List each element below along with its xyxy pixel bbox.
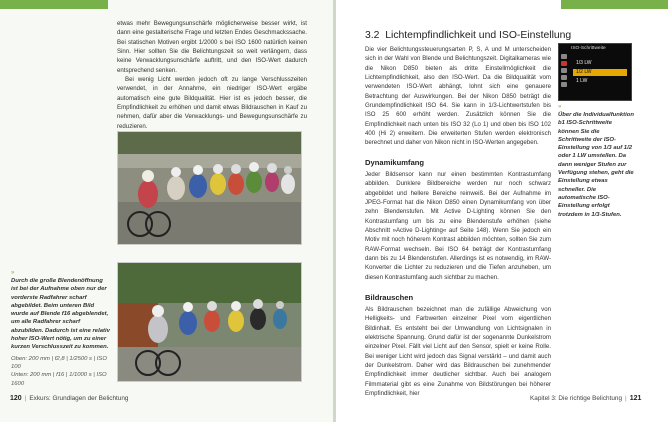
chapter-tab-right	[561, 0, 668, 9]
cyclists-racing-photo-icon	[118, 263, 301, 381]
paragraph: Als Bildrauschen bezeichnet man die zufällige Abweichung von Helligkeits- und Farbwerten einzelner Pixel vom eigentlichen Bildinhalt. Es entsteht bei der Umwandlung von Lichtsignalen in elektrische Spannung. Grund dafür ist der sogenannte Dunkelstrom einzelner Pixel. Fällt viel Licht auf den Sensor, spielt er keine Rolle. Bei weniger Licht wird jedoch das Signal verstärkt – und damit auch der Dunkelstrom. Daher wird das Bildrauschen bei zunehmender Empfindlichkeit immer deutlicher sichtbar. Auch bei analogem Filmmaterial gibt es eine Zunahme von Bildstörungen bei höherer Empfindlichkeit, hier	[365, 306, 551, 398]
chapter-tab-left	[0, 0, 108, 9]
caption-meta-top: Oben: 200 mm | f2,8 | 1/2500 s | ISO 100	[11, 355, 107, 370]
left-body-text	[117, 19, 307, 131]
section-number: 3.2	[365, 30, 380, 41]
dynamikumfang-text	[365, 170, 551, 282]
camera-menu-icons	[561, 54, 568, 89]
section-title	[365, 30, 571, 41]
page-number: 121	[629, 395, 642, 402]
subsection-heading-bildrauschen: Bildrauschen	[365, 293, 414, 302]
paragraph: etwas mehr Bewegungsunschärfe möglicherweise besser wirkt, ist dann eine gestalterische Frage und letzten Endes Geschmackssache. Bei statischen Motiven ergibt 1/2000 s bei ISO 1600 natürlich keinen Sinn. Hier sollten Sie die Belichtungszeit so weit verlängern, dass keine Verwacklungsunschärfe auftritt, und den ISO-Wert dadurch entsprechend senken.	[117, 20, 307, 74]
footer-separator: |	[24, 395, 27, 402]
camera-menu-title: ISO-Schrittweite	[571, 46, 606, 51]
paragraph: Bei wenig Licht werden jedoch oft zu lange Verschlusszeiten verwendet, in der Annahme, ein niedriger ISO-Wert ergäbe automatisch eine gute Bildqualität. Hier ist es jedoch besser, die Empfindlichkeit zu erhöhen und damit etwas Bildrauschen in Kauf zu nehmen, dafür aber die Verwacklungs- und Bewegungsunschärfe zu reduzieren.	[117, 76, 307, 130]
caption-arrow: »	[558, 104, 562, 110]
photo-caption	[11, 270, 111, 388]
footer-section: Exkurs: Grundlagen der Belichtung	[29, 395, 129, 402]
cyclists-photo-top	[117, 131, 302, 245]
cyclists-photo-bottom	[117, 262, 302, 382]
page-number: 120	[10, 395, 22, 402]
paragraph: Die vier Belichtungssteuerungsarten P, S, A und M unterscheiden sich in der Wahl von Blende und Belichtungszeit. Digitalkameras wie die Nikon D850 bieten als dritte Einstellmöglichkeit die Lichtempfindlichkeit, also den ISO-Wert. Da die Bildqualität vom verwendeten ISO-Wert abhängt, lohnt sich eine genauere Betrachtung der Auswirkungen. Bei der Nikon D850 beträgt die Grundempfindlichkeit ISO 64. Sie kann in 1/3-Lichtwertstufen bis ISO 25 600 erhöht werden. Zusätzlich können Sie die Empfindlichkeit nach unten bis ISO 32 (Lo 1) und oben bis ISO 102 400 (Hi 2) erweitern. Die erweiterten Stufen werden elektronisch berechnet und daher von Nikon nicht in ISO-Werten angegeben.	[365, 46, 551, 147]
bildrauschen-text	[365, 305, 551, 398]
footer-chapter: Kapitel 3: Die richtige Belichtung	[530, 395, 623, 402]
right-intro-text	[365, 45, 551, 148]
section-heading: Lichtempfindlichkeit und ISO-Einstellung	[385, 30, 572, 41]
caption-text: Über die Individualfunktion b1 ISO-Schrittweite können Sie die Schrittweite der ISO-Einstellung von 1/3 auf 1/2 oder 1 LW umstellen. Da dann weniger Stufen zur Verfügung stehen, geht die Einstellung etwas schneller. Die automatische ISO-Einstellung erfolgt trotzdem in 1/3-Stufen.	[558, 112, 634, 218]
caption-arrow: »	[11, 270, 15, 276]
footer-separator: |	[625, 395, 627, 402]
camera-option[interactable]: 1/3 LW	[576, 60, 592, 66]
camera-menu-screen	[558, 43, 632, 101]
paragraph: Jeder Bildsensor kann nur einen bestimmten Kontrastumfang abbilden. Dunklere Bildbereiche werden nur noch schwarz abgebildet und hellere Bereiche reinweiß. Bei der Aufnahme im JPEG-Format hat die Nikon D850 einen Dynamikumfang von über zehn Blendenstufen. Mit Active D-Lighting können Sie den Kontrastumfang um bis zu eine Blendenstufe erhöhen (siehe Abschnitt »Active D-Lighting« auf Seite 148). Wenn Sie jedoch ein Motiv mit noch höherem Kontrast abbilden möchten, sollten Sie zum RAW-Format wechseln. Bei ISO 64 beträgt der Kontrastumfang dann bis zu 14 Blendenstufen. Allerdings ist es notwendig, im RAW-Konverter die Lichter zu reduzieren und die Tiefen anzuheben, um diesen Kontrastumfang auch sichtbar zu machen.	[365, 171, 551, 281]
subsection-heading-dynamikumfang: Dynamikumfang	[365, 158, 425, 167]
right-footer	[530, 395, 641, 402]
caption-meta-bottom: Unten: 200 mm | f16 | 1/1000 s | ISO 1600	[11, 372, 107, 387]
left-page	[0, 0, 333, 422]
camera-caption	[558, 104, 634, 219]
camera-option-selected[interactable]: 1/2 LW	[573, 69, 627, 76]
camera-option[interactable]: 1 LW	[576, 78, 588, 84]
left-footer	[10, 395, 128, 402]
cyclists-racing-photo-icon	[118, 132, 301, 244]
caption-text: Durch die große Blendenöffnung ist bei der Aufnahme oben nur der vorderste Radfahrer scharf abgebildet. Beim unteren Bild wurde auf Blende f16 abgeblendet, um alle Radfahrer scharf abzubilden. Dadurch ist eine relativ hoher ISO-Wert nötig, um zu einer kurzen Verschlusszeit zu kommen.	[11, 278, 110, 351]
